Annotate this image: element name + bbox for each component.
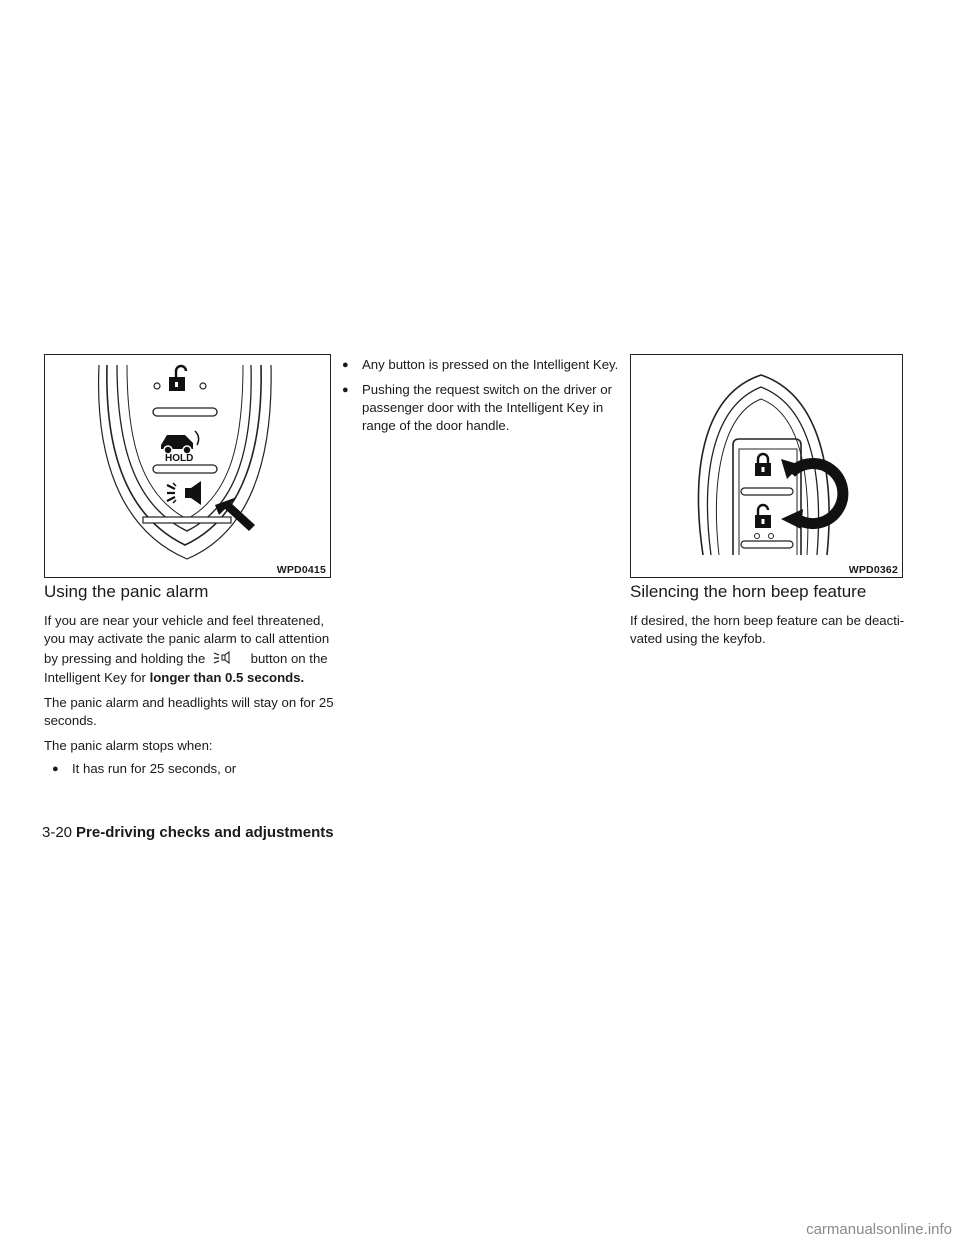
unlock-icon (169, 366, 186, 391)
figure-code: WPD0415 (276, 564, 326, 576)
figure-code: WPD0362 (848, 564, 898, 576)
bullet-request-switch (342, 381, 612, 435)
bullet-line3: range of the door handle. (362, 418, 510, 433)
bullet-text: Any button is pressed on the Intelligent Key. (362, 357, 619, 372)
bullet-text: It has run for 25 seconds, or (72, 761, 237, 776)
bullet-dot: ● (52, 763, 59, 775)
bullet-line2: passenger door with the Intelligent Key in (362, 400, 604, 415)
page-footer (42, 824, 334, 841)
keyfob-illustration (45, 355, 331, 578)
bullet-run-25-seconds (52, 760, 236, 778)
hold-label: HOLD (165, 453, 194, 464)
bullet-dot: ● (342, 359, 349, 371)
paragraph-panic-line3 (44, 650, 328, 668)
paragraph-panic-line3-start: by pressing and holding the (44, 651, 206, 666)
heading-silencing-horn-beep: Silencing the horn beep feature (630, 582, 867, 601)
bullet-any-button (342, 356, 618, 374)
figure-panic-alarm-key (44, 354, 331, 578)
paragraph-alarm-stops: The panic alarm stops when: (44, 738, 213, 753)
paragraph-panic-line3-end: button on the (250, 651, 328, 666)
section-title: Pre-driving checks and adjustments (76, 824, 334, 841)
lock-icon (755, 454, 771, 476)
paragraph-panic-line1: If you are near your vehicle and feel threatened, (44, 613, 325, 628)
paragraph-horn-line1: If desired, the horn beep feature can be deacti- (630, 613, 905, 628)
paragraph-headlights-line1: The panic alarm and headlights will stay on for 25 (44, 695, 334, 710)
bullet-text (362, 381, 612, 435)
heading-panic-alarm: Using the panic alarm (44, 582, 209, 601)
unlock-icon (755, 505, 771, 528)
paragraph-panic-line4 (44, 669, 304, 687)
paragraph-panic-line4-bold: longer than 0.5 seconds. (149, 670, 305, 685)
panic-horn-icon (167, 481, 201, 505)
bullet-dot: ● (342, 384, 349, 396)
panic-button-icon (211, 650, 231, 666)
paragraph-panic-line4-start: Intelligent Key for (44, 670, 146, 685)
paragraph-horn-line2: vated using the keyfob. (630, 631, 766, 646)
paragraph-panic-line2: you may activate the panic alarm to call attention (44, 631, 330, 646)
liftgate-icon (161, 431, 199, 454)
bullet-line1: Pushing the request switch on the driver or (362, 382, 612, 397)
watermark-text: carmanualsonline.info (806, 1221, 952, 1238)
keyfob-lock-illustration (631, 355, 903, 578)
page-number: 3-20 (42, 824, 73, 841)
figure-horn-beep-key (630, 354, 903, 578)
paragraph-headlights-line2: seconds. (44, 713, 97, 728)
